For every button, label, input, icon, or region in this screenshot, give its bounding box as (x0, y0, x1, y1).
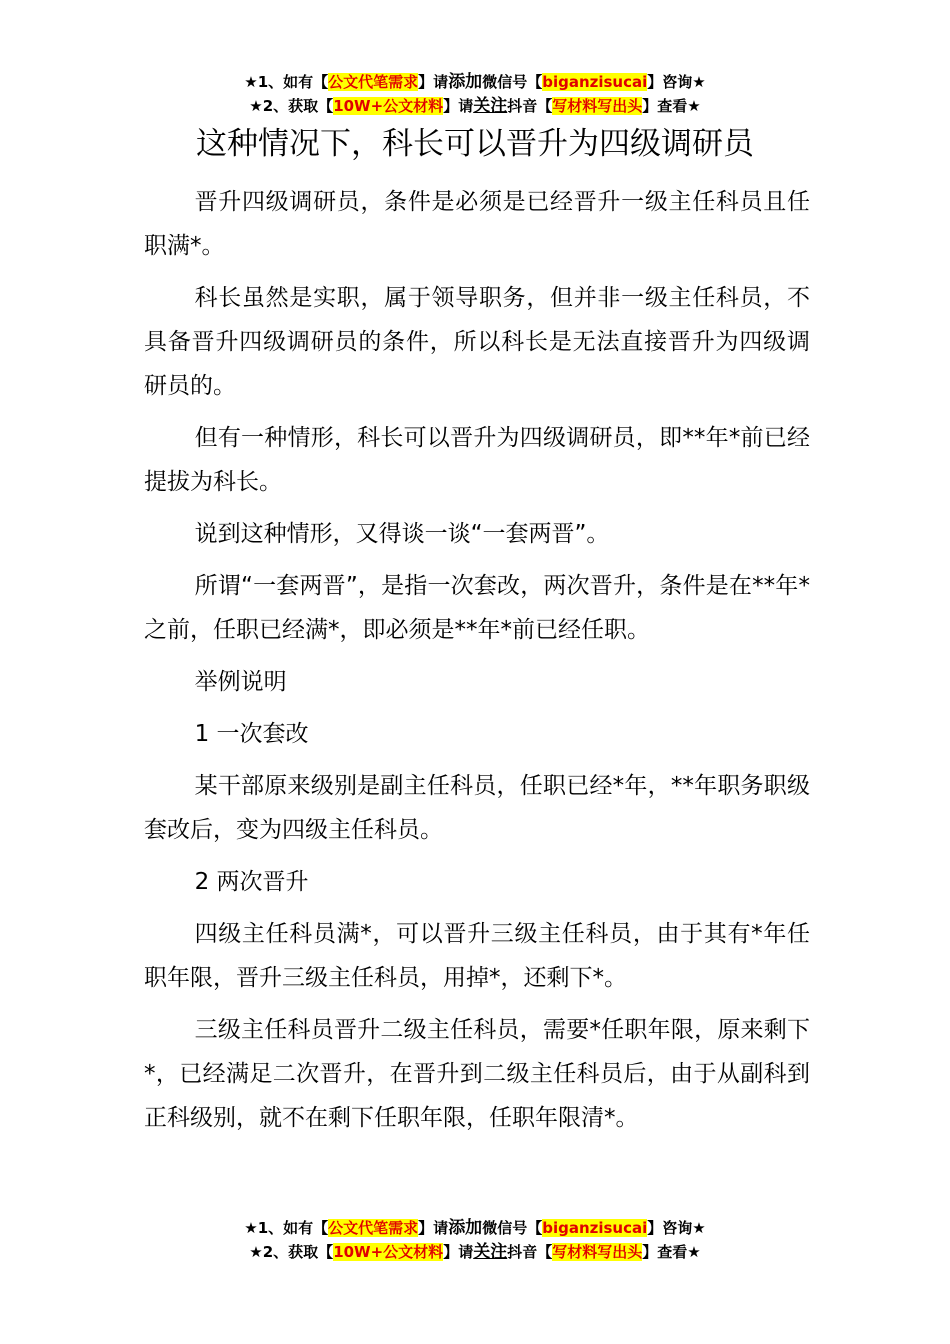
paragraph: 但有一种情形，科长可以晋升为四级调研员，即**年*前已经提拔为科长。 (144, 425, 810, 495)
paragraph: 某干部原来级别是副主任科员，任职已经*年，**年职务职级套改后，变为四级主任科员。 (144, 773, 810, 843)
paragraph: 举例说明 (194, 669, 287, 695)
paragraph: 2 两次晋升 (194, 869, 309, 895)
banner-highlight: biganzisucai (542, 1219, 648, 1237)
document-body (144, 180, 810, 1148)
banner-highlight: 10W+公文材料 (333, 97, 444, 115)
banner-text: 】咨询★ (647, 1219, 706, 1237)
paragraph: 晋升四级调研员，条件是必须是已经晋升一级主任科员且任职满*。 (144, 189, 810, 259)
banner-text: ★1、如有【 (244, 73, 329, 91)
paragraph: 四级主任科员满*，可以晋升三级主任科员，由于其有*年任职年限，晋升三级主任科员，用掉*，还剩下*。 (144, 921, 810, 991)
banner-emphasis: 添加 (448, 1218, 483, 1238)
paragraph: 科长虽然是实职，属于领导职务，但并非一级主任科员，不具备晋升四级调研员的条件，所以科长是无法直接晋升为四级调研员的。 (144, 285, 810, 399)
banner-text: 抖音【 (507, 1243, 553, 1261)
banner-text: 】请 (418, 73, 449, 91)
banner-line-2 (0, 94, 950, 118)
banner-highlight: biganzisucai (542, 73, 648, 91)
paragraph: 所谓“一套两晋”，是指一次套改，两次晋升，条件是在**年*之前，任职已经满*，即必须是**年*前已经任职。 (144, 573, 810, 643)
banner-text: 抖音【 (507, 97, 553, 115)
banner-text: 】咨询★ (647, 73, 706, 91)
footer-banner (0, 1216, 950, 1264)
banner-highlight: 公文代笔需求 (328, 73, 419, 91)
banner-text: 】请 (418, 1219, 449, 1237)
banner-text: 微信号【 (482, 1219, 543, 1237)
banner-highlight: 10W+公文材料 (333, 1243, 444, 1261)
paragraph: 三级主任科员晋升二级主任科员，需要*任职年限，原来剩下*，已经满足二次晋升，在晋升到二级主任科员后，由于从副科到正科级别，就不在剩下任职年限，任职年限清*。 (144, 1017, 810, 1131)
banner-emphasis: 添加 (448, 72, 483, 92)
banner-line-1 (0, 70, 950, 94)
banner-text: ★2、获取【 (249, 97, 334, 115)
banner-text: ★1、如有【 (244, 1219, 329, 1237)
paragraph: 说到这种情形，又得谈一谈“一套两晋”。 (194, 521, 610, 547)
banner-highlight: 公文代笔需求 (328, 1219, 419, 1237)
banner-text: 微信号【 (482, 73, 543, 91)
banner-line-1 (0, 1216, 950, 1240)
header-banner (0, 70, 950, 118)
banner-text: 】请 (443, 97, 474, 115)
banner-text: 】查看★ (642, 97, 701, 115)
paragraph: 1 一次套改 (194, 721, 309, 747)
banner-emphasis: 关注 (473, 1242, 508, 1262)
banner-emphasis: 关注 (473, 96, 508, 116)
banner-line-2 (0, 1240, 950, 1264)
banner-text: 】请 (443, 1243, 474, 1261)
banner-highlight: 写材料写出头 (552, 97, 643, 115)
banner-text: 】查看★ (642, 1243, 701, 1261)
document-title: 这种情况下，科长可以晋升为四级调研员 (196, 126, 754, 162)
banner-highlight: 写材料写出头 (552, 1243, 643, 1261)
banner-text: ★2、获取【 (249, 1243, 334, 1261)
